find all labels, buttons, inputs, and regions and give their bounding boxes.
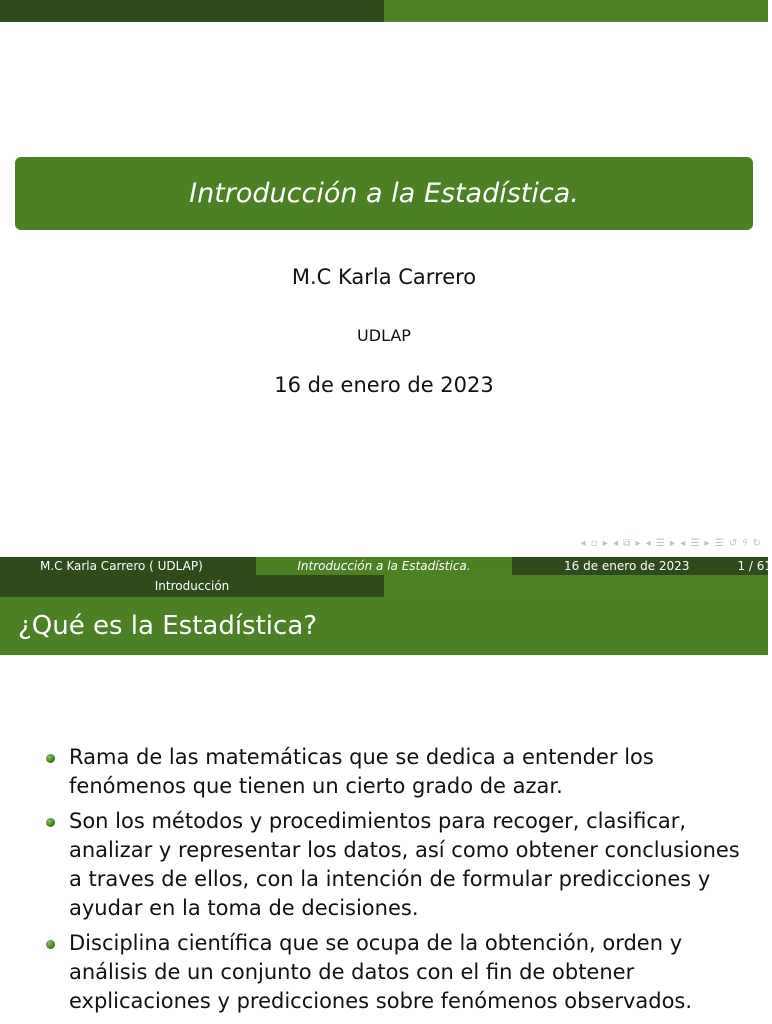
bullet-icon [46,818,55,827]
footline-bar [0,557,772,575]
current-section[interactable]: Introducción [0,575,384,597]
bullet-item [0,929,768,1016]
footline-date: 16 de enero de 2023 [564,559,690,573]
presentation-title: Introducción a la Estadística. [189,178,579,209]
content-slide [0,557,772,1024]
page-number: 1 / 61 [737,559,772,573]
bullet-item [0,807,768,923]
presentation-date: 16 de enero de 2023 [274,373,494,397]
footline-author: M.C Karla Carrero ( UDLAP) [0,557,256,575]
bullet-text: Son los métodos y procedimientos para recoger, clasificar, analizar y representar los datos, así como obtener conclusiones a traves de ellos, con la intención de formular predicciones y ayudar en la toma de decisiones. [69,809,740,920]
bullet-item [0,743,768,801]
institution: UDLAP [357,326,411,345]
bullet-icon [46,940,55,949]
section-navigation-bar [0,575,768,597]
beamer-navigation-icons[interactable]: ◂ ▫ ▸ ◂ ⧉ ▸ ◂ ☰ ▸ ◂ ☰ ▸ ☰ ↺ ୨ ↻ [580,538,762,549]
top-bar-right [384,0,768,22]
footline-title: Introducción a la Estadística. [256,557,512,575]
bullet-list [0,743,768,1022]
title-box [15,157,753,230]
frame-title: ¿Qué es la Estadística? [0,597,768,655]
footline-date-page [512,557,772,575]
bullet-text: Disciplina científica que se ocupa de la obtención, orden y análisis de un conjunto de datos con el fin de obtener explicaciones y predicciones sobre fenómenos observados. [69,931,693,1013]
top-bar-left [0,0,384,22]
bullet-icon [46,754,55,763]
slide-top-bar [0,0,768,22]
author-name: M.C Karla Carrero [291,265,477,289]
bullet-text: Rama de las matemáticas que se dedica a entender los fenómenos que tienen un cierto grado de azar. [69,745,654,798]
